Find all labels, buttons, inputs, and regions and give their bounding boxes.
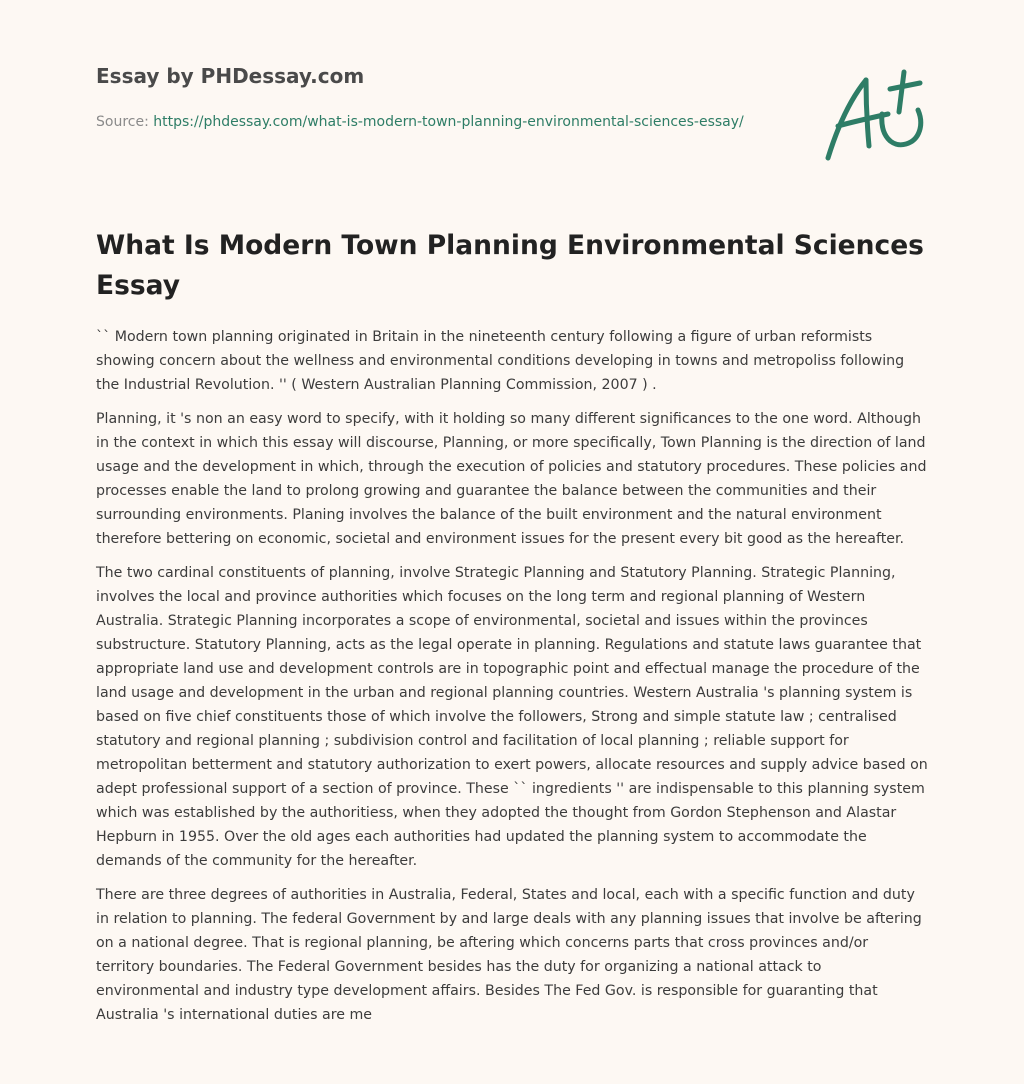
a-plus-logo-icon bbox=[822, 68, 926, 164]
essay-paragraph: `` Modern town planning originated in Britain in the nineteenth century following a figure of urban reformists showing concern about the wellness and environmental conditions developing in towns and metropoliss following the Industrial Revolution. '' ( Western Australian Planning Commission, 2007 ) . bbox=[96, 329, 905, 393]
essay-title: What Is Modern Town Planning Environmental Sciences Essay bbox=[96, 230, 924, 301]
source-line bbox=[96, 111, 756, 133]
source-link[interactable]: https://phdessay.com/what-is-modern-town-planning-environmental-sciences-essay/ bbox=[153, 114, 744, 130]
essay-body bbox=[96, 325, 928, 1037]
source-label: Source: bbox=[96, 114, 149, 130]
essay-paragraph: There are three degrees of authorities in Australia, Federal, States and local, each with a specific function and duty in relation to planning. The federal Government by and large deals with any planning issues that involve be aftering on a national degree. That is regional planning, be aftering which concerns parts that cross provinces and/or territory boundaries. The Federal Government besides has the duty for organizing a national attack to environmental and industry type development affairs. Besides The Fed Gov. is responsible for guaranting that Australia 's international duties are me bbox=[96, 887, 922, 1023]
essay-paragraph: Planning, it 's non an easy word to specify, with it holding so many different significances to the one word. Although in the context in which this essay will discourse, Planning, or more specifically, Town Planning is the direction of land usage and the development in which, through the execution of policies and statutory procedures. These policies and processes enable the land to prolong growing and guarantee the balance between the communities and their surrounding environments. Planing involves the balance of the built environment and the natural environment therefore bettering on economic, societal and environment issues for the present every bit good as the hereafter. bbox=[96, 411, 927, 547]
essay-paragraph: The two cardinal constituents of planning, involve Strategic Planning and Statutory Planning. Strategic Planning, involves the local and province authorities which focuses on the long term and regional planning of Western Australia. Strategic Planning incorporates a scope of environmental, societal and issues within the provinces substructure. Statutory Planning, acts as the legal operate in planning. Regulations and statute laws guarantee that appropriate land use and development controls are in topographic point and effectual manage the procedure of the land usage and development in the urban and regional planning countries. Western Australia 's planning system is based on five chief constituents those of which involve the followers, Strong and simple statute law ; centralised statutory and regional planning ; subdivision control and facilitation of local planning ; reliable support for metropolitan betterment and statutory authorization to exert powers, allocate resources and supply advice based on adept professional support of a section of province. These `` ingredients '' are indispensable to this planning system which was established by the authoritiess, when they adopted the thought from Gordon Stephenson and Alastar Hepburn in 1955. Over the old ages each authorities had updated the planning system to accommodate the demands of the community for the hereafter. bbox=[96, 565, 928, 869]
site-title: Essay by PHDessay.com bbox=[96, 64, 365, 88]
a-plus-logo bbox=[822, 68, 926, 164]
